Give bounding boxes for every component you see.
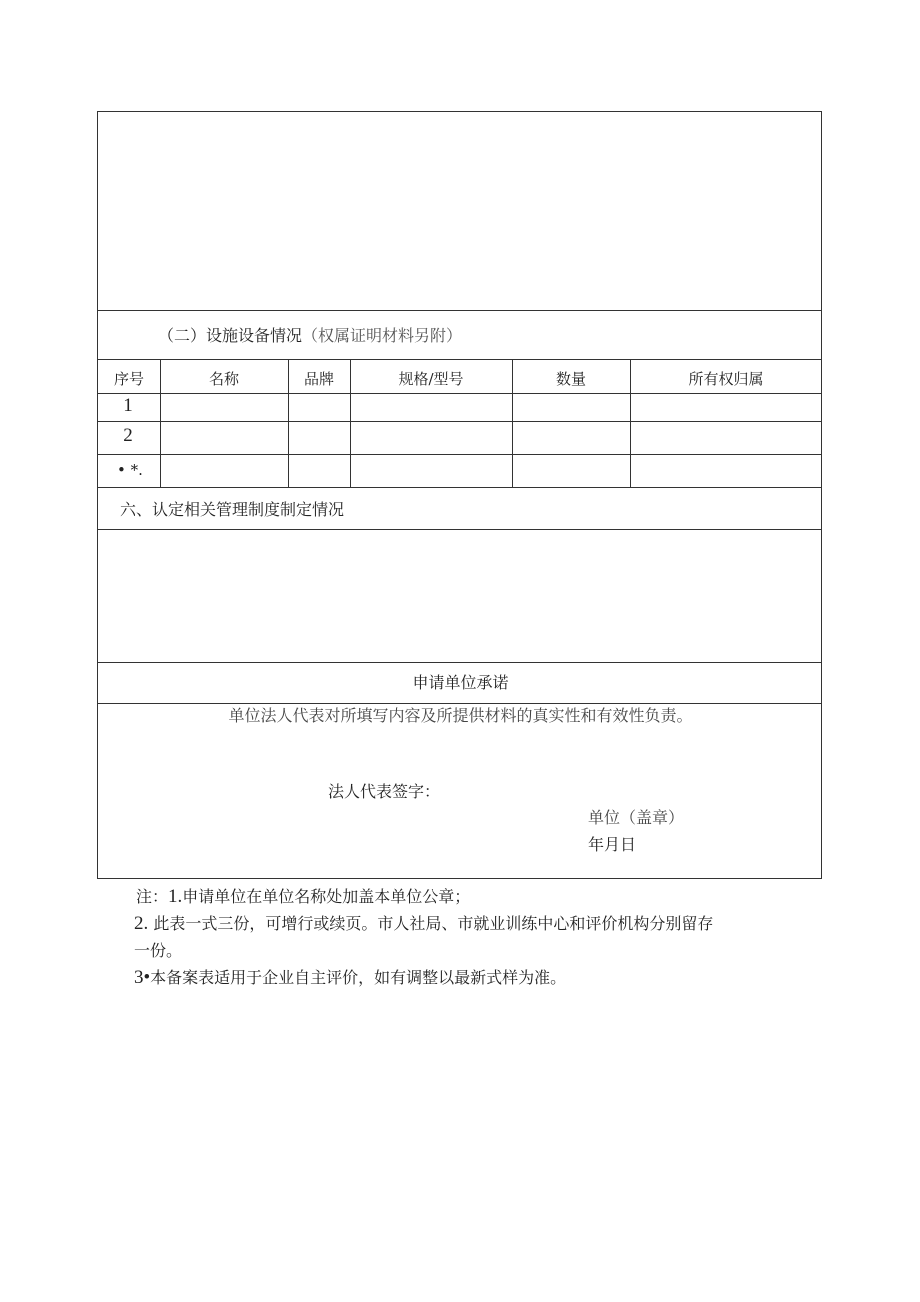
col-header-name: 名称	[208, 370, 239, 388]
seal-label: 单位（盖章）	[588, 808, 685, 827]
row-divider	[98, 662, 821, 663]
signature-label: 法人代表签字：	[328, 782, 441, 801]
commitment-statement: 单位法人代表对所填写内容及所提供材料的真实性和有效性负责。	[228, 706, 693, 725]
row-divider	[98, 359, 821, 360]
date-label: 年月日	[588, 835, 637, 854]
row-divider	[98, 421, 821, 422]
note-number: 2.	[134, 913, 149, 934]
row-divider	[98, 529, 821, 530]
col-header-ownership: 所有权归属	[688, 370, 764, 388]
col-header-index: 序号	[113, 370, 144, 388]
note-text: 本备案表适用于企业自主评价，如有调整以最新式样为准。	[150, 968, 567, 987]
note-number: 1.	[168, 886, 183, 907]
note-item	[134, 910, 826, 937]
note-item	[134, 964, 826, 991]
facilities-heading-text: （二）设施设备情况	[158, 326, 303, 345]
row-divider	[98, 310, 821, 311]
note-item	[136, 883, 826, 910]
row-divider	[98, 393, 821, 394]
col-header-quantity: 数量	[555, 370, 586, 388]
row-divider	[98, 703, 821, 704]
note-continuation: 一份。	[134, 941, 183, 960]
facilities-heading-note: （权属证明材料另附）	[302, 326, 463, 345]
row-index: 1	[123, 395, 133, 416]
col-header-model: 规格/型号	[398, 370, 464, 388]
row-divider	[98, 454, 821, 455]
form-table	[97, 111, 822, 879]
note-text: 此表一式三份，可增行或续页。市人社局、市就业训练中心和评价机构分别留存	[148, 914, 714, 933]
management-heading: 六、认定相关管理制度制定情况	[120, 500, 345, 519]
note-number: 3•	[134, 967, 151, 988]
notes-prefix: 注：	[136, 887, 169, 906]
col-header-brand: 品牌	[303, 370, 334, 388]
notes-section	[136, 883, 826, 991]
row-index: • *.	[117, 461, 143, 479]
row-index: 2	[123, 425, 133, 446]
facilities-heading	[158, 326, 462, 346]
row-divider	[98, 487, 821, 488]
note-text: 申请单位在单位名称处加盖本单位公章；	[182, 887, 471, 906]
commitment-title: 申请单位承诺	[412, 673, 509, 692]
